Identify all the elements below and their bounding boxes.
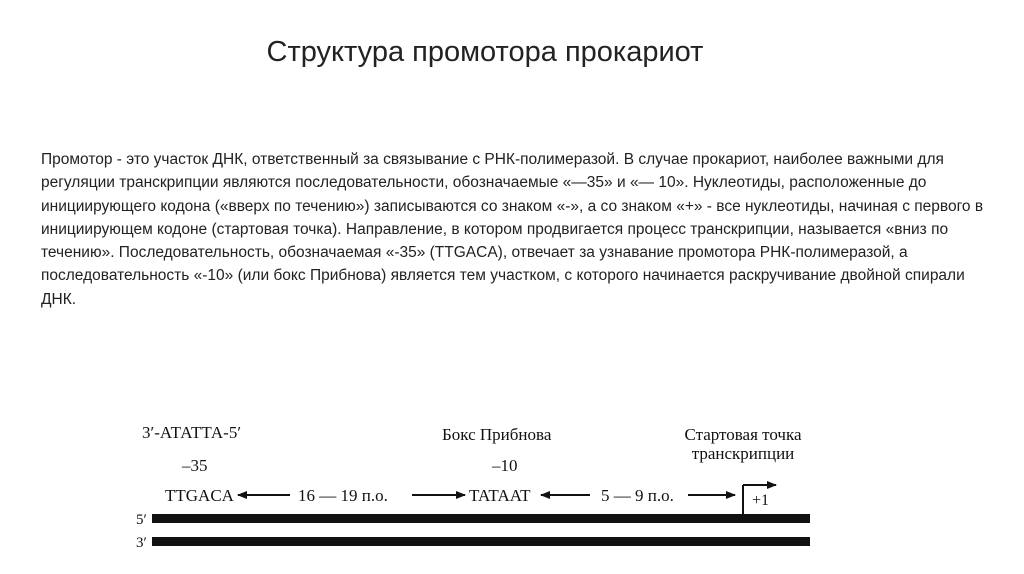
box10-label: –10 [492, 456, 518, 475]
pribnow-box-label: Бокс Прибнова [442, 425, 552, 444]
slide-title-text: Структура промотора прокариот [266, 36, 704, 68]
box35-label: –35 [182, 456, 208, 475]
box10-sequence: TATAAT [469, 486, 531, 505]
dna-strand-top [152, 514, 810, 523]
spacer1-length: 16 — 19 п.о. [298, 486, 388, 505]
box35-sequence: TTGACA [165, 486, 234, 505]
complement-sequence: 3′-АТАТТА-5′ [142, 423, 242, 442]
description-paragraph: Промотор - это участок ДНК, ответственный за связывание с РНК-полимеразой. В случае прокариот, наиболее важными для регуляции транскрипции являются последовательности, обозначаемые «—35» и «— 10». Нуклеотиды, расположенные до инициирующего кодона («вверх по течению») записываются со знаком «-», а со знаком «+» - все нуклеотиды, начиная с первого в инициирующем кодоне (стартовая точка). Направление, в котором продвигается процесс транскрипции, называется «вниз по течению». Последовательность, обозначаемая «-35» (TTGACA), отвечает за узнавание промотора РНК-полимеразой, а последовательность «-10» (или бокс Прибнова) является тем участком, с которого начинается раскручивание двойной спирали ДНК. [41, 151, 984, 308]
start-site-mark: +1 [752, 492, 770, 509]
strand-3-label: 3′ [136, 535, 147, 551]
start-point-label-line2: транскрипции [691, 444, 795, 463]
strand-5-label: 5′ [136, 512, 147, 528]
spacer2-length: 5 — 9 п.о. [601, 486, 674, 505]
start-point-label-line1: Стартовая точка [684, 425, 802, 444]
dna-strand-bottom [152, 537, 810, 546]
